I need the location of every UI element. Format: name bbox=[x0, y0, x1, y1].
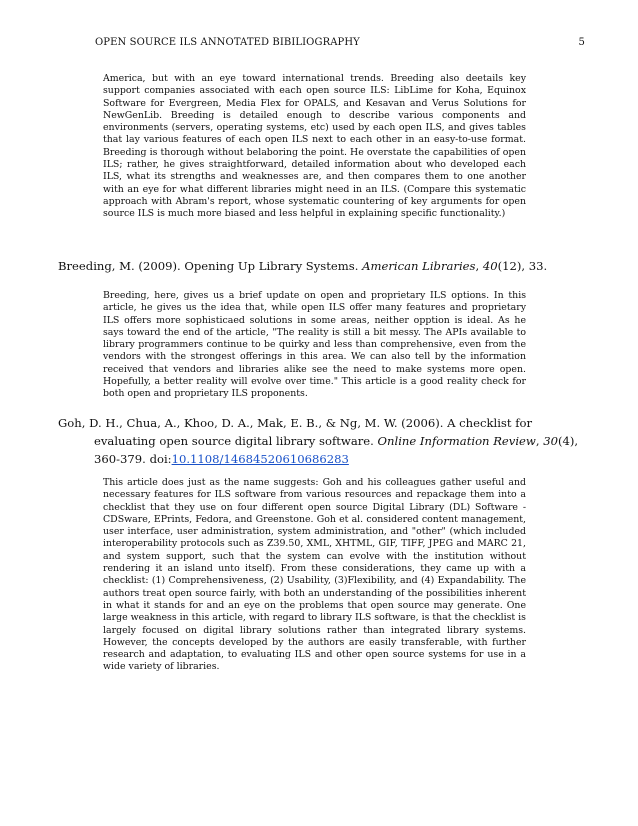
citation-journal: American Libraries bbox=[362, 259, 476, 273]
annotation-text: Breeding, here, gives us a brief update on open and proprietary ILS options. In this article, he gives us the idea that, while open ILS offer many features and proprietary ILS offers more sophisticaed solutions in some areas, neither opption is ideal. As he says toward the end of the article, "The reality is still a bit messy. The APIs available to library programmers continue to be quirky and less than comprehensive, even from the vendors with the strongest offerings in this area. We can also tell by the information received that vendors and libraries alike see the need to make systems more open. Hopefully, a better reality will evolve over time." This article is a good reality check for both open and proprietary ILS proponents. bbox=[103, 290, 526, 400]
citation-volume: 30 bbox=[543, 434, 558, 448]
citation-breeding-2009 bbox=[58, 257, 584, 275]
page-number: 5 bbox=[578, 37, 585, 48]
doi-link[interactable]: 10.1108/14684520610686283 bbox=[171, 452, 349, 466]
annotation-paragraph-breeding bbox=[103, 290, 526, 401]
citation-authors-title: Goh, D. H., Chua, A., Khoo, D. A., Mak, E. B., & Ng, M. W. (2006). A checklist for evaluating open source digital library software. bbox=[58, 416, 533, 448]
citation-journal: Online Information Review bbox=[377, 434, 536, 448]
annotation-text: This article does just as the name suggests: Goh and his colleagues gather useful and necessary features for ILS software from various resources and repackage them into a checklist that they use on four different open source Digital Library (DL) Software - CDSware, EPrints, Fedora, and Greenstone. Goh et al. considered content management, user interface, user administration, system administration, and "other" (which included interoperability protocols such as Z39.50, XML, XHTML, GIF, TIFF, JPEG and MARC 21, and system support, such that the system can evolve with the institution without rendering it an island unto itself). From these considerations, they came up with a checklist: (1) Comprehensiveness, (2) Usability, (3)Flexibility, and (4) Expandability. The authors treat open source fairly, with both an understanding of the possibilities inherent in what it stands for and an eye on the problems that open source may generate. One large weakness in this article, with regard to library ILS software, is that the checklist is largely focused on digital library solutions rather than integrated library systems. However, the concepts developed by the authors are easily transferable, with further research and adaptation, to evaluating ILS and other open source systems for use in a wide variety of libraries. bbox=[103, 477, 526, 673]
annotation-paragraph-abram-comparison bbox=[103, 73, 526, 221]
citation-authors-title: Breeding, M. (2009). Opening Up Library Systems. bbox=[58, 259, 363, 273]
header-title: OPEN SOURCE ILS ANNOTATED BIBILIOGRAPHY bbox=[95, 37, 360, 48]
citation-text: Breeding, M. (2009). Opening Up Library Systems. American Libraries, 40(12), 33. bbox=[58, 259, 548, 273]
annotation-paragraph-goh bbox=[103, 477, 526, 674]
annotation-text: America, but with an eye toward international trends. Breeding also deetails key support companies associated with each open source ILS: LibLime for Koha, Equinox Software for Evergreen, Media Flex for OPALS, and Kesavan and Verus Solutions for NewGenLib. Breeding is detailed enough to describe various components and environments (servers, operating systems, etc) used by each open ILS, and gives tables that lay various features of each open ILS next to each other in an easy-to-use format. Breeding is thorough without belaboring the point. He overstate the capabilities of open ILS; rather, he gives straightforward, detailed information about who developed each ILS, what its strengths and weaknesses are, and then compares them to one another with an eye for what different libraries might need in an ILS. (Compare this systematic approach with Abram's report, whose systematic countering of key arguments for open source ILS is much more biased and less helpful in explaining specific functionality.) bbox=[103, 73, 526, 220]
doi-prefix: doi: bbox=[149, 452, 172, 466]
citation-issue-pages: (12), 33. bbox=[497, 259, 548, 273]
citation-goh-2006 bbox=[58, 414, 584, 468]
citation-volume: 40 bbox=[482, 259, 498, 273]
citation-issue-pages: (4), 360-379. bbox=[94, 434, 579, 466]
citation-text: Goh, D. H., Chua, A., Khoo, D. A., Mak, E. B., & Ng, M. W. (2006). A checklist for evaluating open source digital library software. Online Information Review, 30(4), 360-379. doi:10.1108/14684520610686283 bbox=[58, 416, 579, 466]
